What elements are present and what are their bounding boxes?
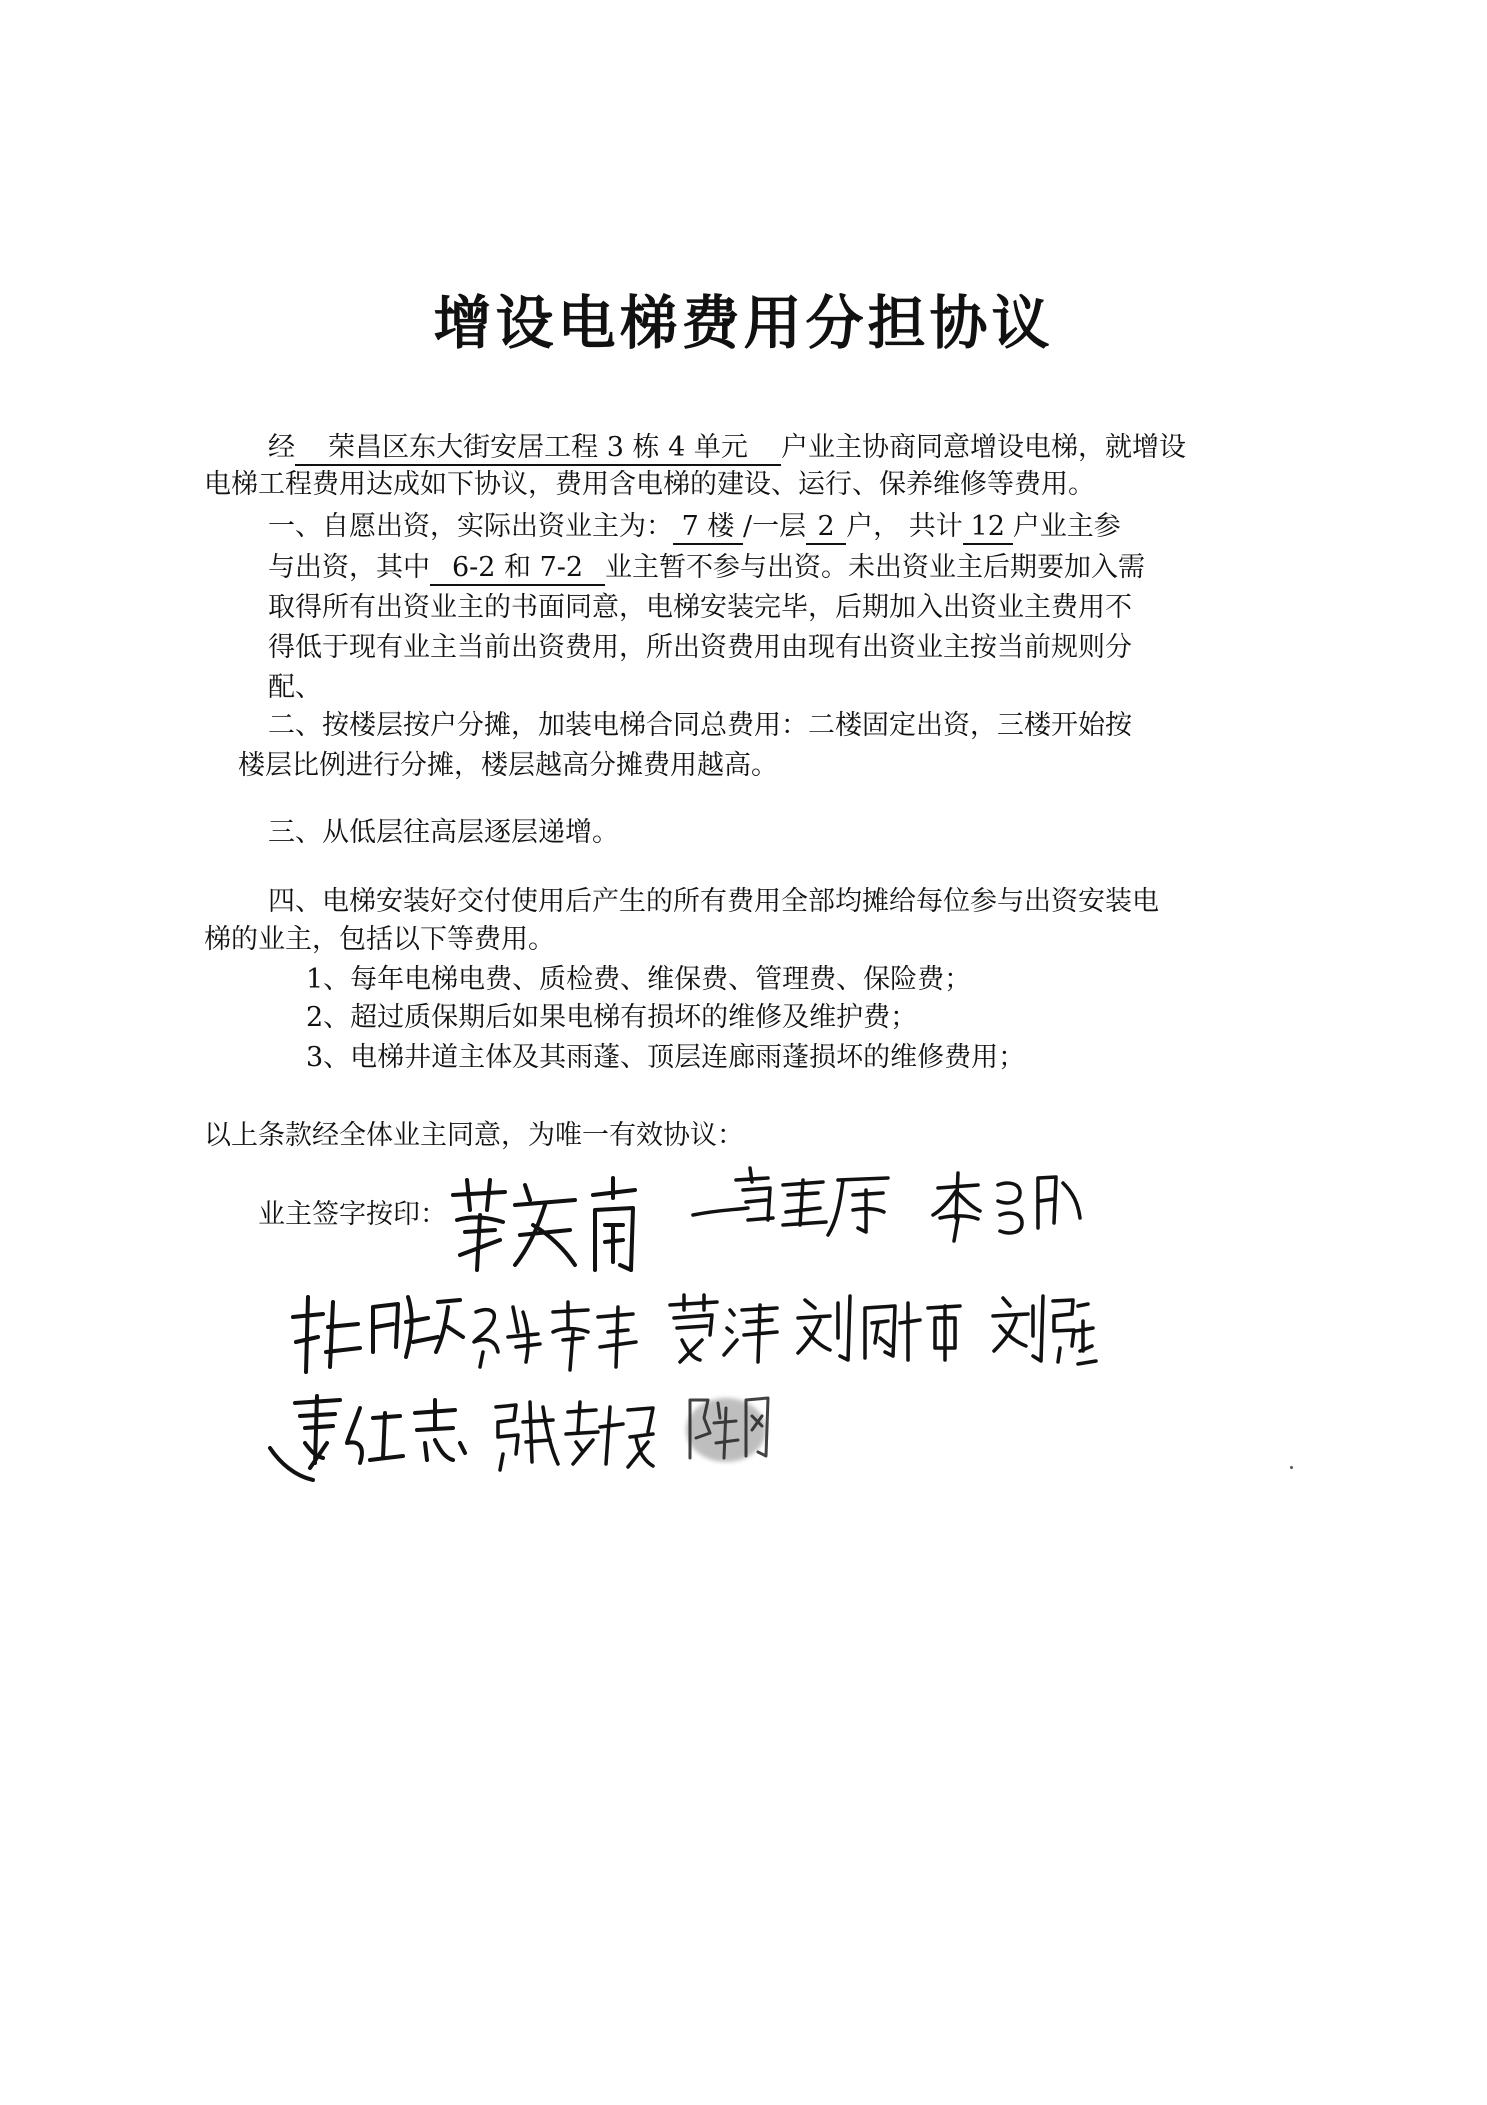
clause4-item: 1、每年电梯电费、质检费、维保费、管理费、保险费； [306,964,972,995]
document-title: 增设电梯费用分担协议 [433,289,1054,357]
clause4-item: 2、超过质保期后如果电梯有损坏的维修及维护费； [306,1002,918,1033]
signature-11 [678,1388,778,1468]
scan-speck [1290,1466,1293,1469]
clause1-text-5: 业主暂不参与出资。未出资业主后期要加入需 [605,552,1145,583]
intro-prefix: 经 [268,432,295,463]
clause4-item: 3、电梯井道主体及其雨蓬、顶层连廊雨蓬损坏的维修费用； [306,1042,1026,1073]
clause1-line-3: 取得所有出资业主的书面同意，电梯安装完毕，后期加入出资业主费用不 [268,592,1132,623]
clause1-total: 12 [963,511,1013,545]
signature-1 [445,1170,645,1280]
signature-8 [988,1286,1098,1371]
signature-4 [288,1282,468,1382]
signature-label: 业主签字按印： [258,1199,447,1230]
clause1-per-floor: 2 [806,511,846,545]
clause1-line-1 [268,509,1121,545]
signature-9 [265,1388,475,1488]
clause1-sep: /一层 [743,511,807,542]
intro-location: 荣昌区东大街安居工程 3 栋 4 单元 [295,432,781,466]
signature-5 [468,1292,638,1372]
intro-line-2: 电梯工程费用达成如下协议，费用含电梯的建设、运行、保养维修等费用。 [204,469,1095,500]
clause4-line-1: 四、电梯安装好交付使用后产生的所有费用全部均摊给每位参与出资安装电 [268,886,1159,917]
signature-6 [662,1290,782,1365]
signature-10 [488,1392,658,1472]
signature-7 [790,1288,970,1366]
clause3-line-1: 三、从低层往高层逐层递增。 [268,817,619,848]
signature-3 [928,1163,1088,1248]
clause1-text-2: 户， 共计 [846,511,963,542]
clause4-line-2: 梯的业主，包括以下等费用。 [204,924,555,955]
clause1-line-5: 配、 [268,672,322,703]
clause1-text-1: 一、自愿出资，实际出资业主为： [268,511,673,542]
clause1-line-2 [268,550,1145,586]
clause1-text-3: 户业主参 [1012,511,1121,542]
clause2-line-2: 楼层比例进行分摊，楼层越高分摊费用越高。 [238,750,778,781]
clause1-line-4: 得低于现有业主当前出资费用，所出资费用由现有出资业主按当前规则分 [268,632,1132,663]
intro-text-1: 户业主协商同意增设电梯，就增设 [781,432,1186,463]
clause1-excluded: 6-2 和 7-2 [430,552,605,586]
closing-statement: 以上条款经全体业主同意，为唯一有效协议： [204,1120,744,1151]
clause1-floors: 7 楼 [673,511,743,545]
signature-2 [688,1160,918,1240]
clause2-line-1: 二、按楼层按户分摊，加装电梯合同总费用：二楼固定出资，三楼开始按 [268,710,1132,741]
intro-line-1 [268,430,1186,466]
clause1-text-4: 与出资，其中 [268,552,430,583]
